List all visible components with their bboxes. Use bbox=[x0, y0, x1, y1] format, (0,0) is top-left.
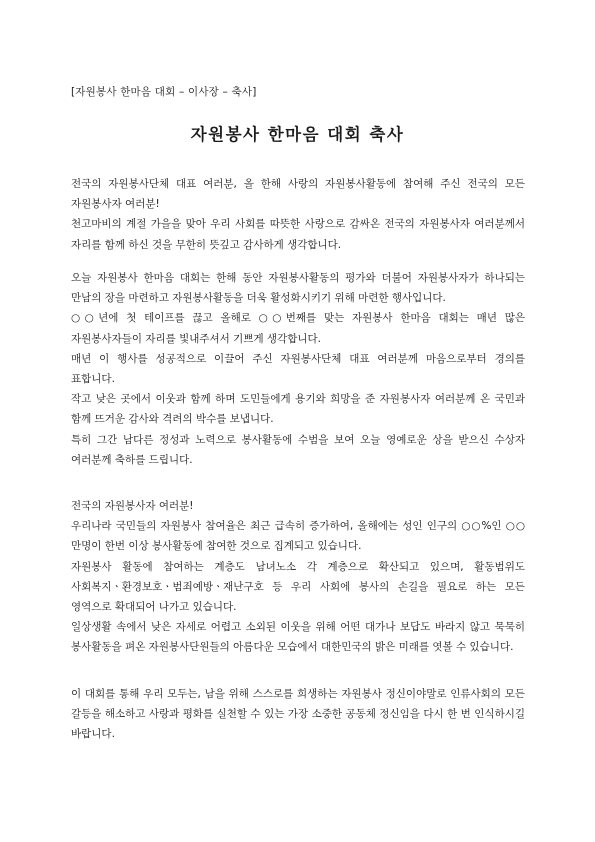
body-paragraph: ○○년에 첫 테이프를 끊고 올해로 ○○번째를 맞는 자원봉사 한마음 대회는 매년 많은 자원봉사자들이 자리를 빛내주셔서 기쁘게 생각합니다. bbox=[71, 312, 525, 345]
body-paragraph: 작고 낮은 곳에서 이웃과 함께 하며 도민들에게 용기와 희망을 준 자원봉사자 여러분께 온 국민과 함께 뜨거운 감사와 격려의 박수를 보냅니다. bbox=[71, 393, 525, 426]
body-paragraph: 이 대회를 통해 우리 모두는, 남을 위해 스스로를 희생하는 자원봉사 정신이야말로 인류사회의 모든 갈등을 해소하고 사랑과 평화를 실천할 수 있는 가장 소중한 공동체 정신임을 다시 한 번 인식하시길 바랍니다. bbox=[71, 688, 525, 741]
body-paragraph: 매년 이 행사를 성공적으로 이끌어 주신 자원봉사단체 대표 여러분께 마음으로부터 경의를 표합니다. bbox=[71, 352, 525, 386]
body-section-2 bbox=[71, 268, 525, 470]
document-header-tag: [자원봉사 한마음 대회 – 이사장 – 축사] bbox=[71, 86, 257, 98]
body-paragraph: 천고마비의 계절 가을을 맞아 우리 사회를 따뜻한 사랑으로 감싸온 전국의 자원봉사자 여러분께서 자리를 함께 하신 것을 무한히 뜻깊고 감사하게 생각합니다. bbox=[71, 218, 525, 251]
body-paragraph: 자원봉사 활동에 참여하는 계층도 남녀노소 각 계층으로 확산되고 있으며, 활동범위도 사회복지ㆍ환경보호ㆍ범죄예방ㆍ재난구호 등 우리 사회에 봉사의 손길을 필요로 하는 모든 영역으로 확대되어 나가고 있습니다. bbox=[71, 560, 525, 614]
body-paragraph: 오늘 자원봉사 한마음 대회는 한해 동안 자원봉사활동의 평가와 더불어 자원봉사자가 하나되는 만남의 장을 마련하고 자원봉사활동을 더욱 활성화시키기 위해 마련한 행사입니다. bbox=[71, 272, 525, 305]
document-title: 자원봉사 한마음 대회 축사 bbox=[190, 125, 405, 144]
body-paragraph: 일상생활 속에서 낮은 자세로 어렵고 소외된 이웃을 위해 어떤 대가나 보답도 바라지 않고 묵묵히 봉사활동을 펴온 자원봉사단원들의 아름다운 모습에서 대한민국의 밝은 미래를 엿볼 수 있습니다. bbox=[71, 621, 525, 654]
body-section-4 bbox=[71, 684, 525, 745]
body-paragraph: 우리나라 국민들의 자원봉사 참여율은 최근 급속히 증가하여, 올해에는 성인 인구의 ○○%인 ○○만명이 한번 이상 봉사활동에 참여한 것으로 집계되고 있습니다. bbox=[71, 520, 525, 553]
body-paragraph: 전국의 자원봉사단체 대표 여러분, 올 한해 사랑의 자원봉사활동에 참여해 주신 전국의 모든 자원봉사자 여러분! bbox=[71, 178, 525, 211]
body-paragraph: 특히 그간 남다른 정성과 노력으로 봉사활동에 수범을 보여 오늘 영예로운 상을 받으신 수상자 여러분께 축하를 드립니다. bbox=[71, 433, 525, 466]
body-section-1 bbox=[71, 174, 525, 255]
body-paragraph: 전국의 자원봉사자 여러분! bbox=[71, 500, 194, 512]
body-section-3 bbox=[71, 496, 525, 658]
